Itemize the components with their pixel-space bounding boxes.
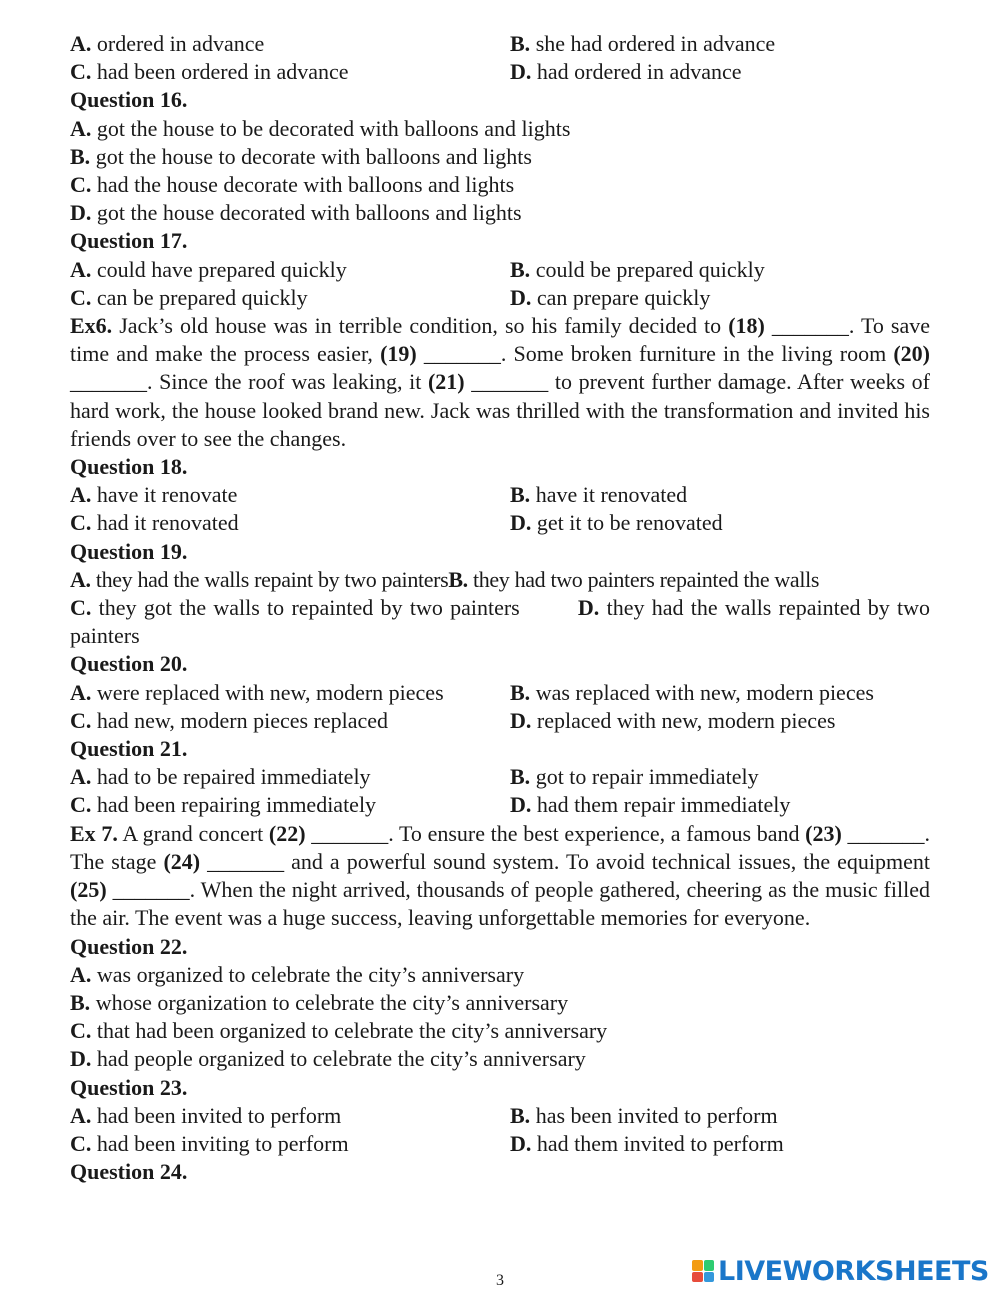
q16-option-b: B. got the house to decorate with balloons and lights bbox=[70, 143, 532, 169]
q21-option-c: C. had been repairing immediately bbox=[70, 792, 377, 818]
q20-title: Question 20. bbox=[70, 651, 188, 677]
q17-option-d: D. can prepare quickly bbox=[510, 284, 711, 310]
q19-row-cd bbox=[70, 594, 930, 650]
q18-title: Question 18. bbox=[70, 454, 188, 480]
ex6-passage: Ex6. Jack’s old house was in terrible condition, so his family decided to (18) _______. To save time and make the process easier, (19) _______. Some broken furniture in the living room (20) _______. Since the roof was leaking, it (21) _______ to prevent further damage. After weeks of hard work, the house looked brand new. Jack was thrilled with the transformation and invited his friends over to see the changes. bbox=[70, 313, 931, 451]
q21-option-b: B. got to repair immediately bbox=[510, 764, 759, 790]
q17-row-cd bbox=[70, 284, 930, 312]
q22-option-d: D. had people organized to celebrate the city’s anniversary bbox=[70, 1046, 586, 1072]
q16-option-a: A. got the house to be decorated with balloons and lights bbox=[70, 115, 571, 141]
q22-option-c: C. that had been organized to celebrate the city’s anniversary bbox=[70, 1018, 608, 1044]
q20-option-a: A. were replaced with new, modern pieces bbox=[70, 679, 444, 705]
ex7-passage: Ex 7. A grand concert (22) _______. To ensure the best experience, a famous band (23) _______. The stage (24) _______ and a powerful sound system. To avoid technical issues, the equipment (25) _______. When the night arrived, thousands of people gathered, cheering as the music filled the air. The event was a huge success, leaving unforgettable memories for everyone. bbox=[70, 820, 931, 931]
q23-option-d: D. had them invited to perform bbox=[510, 1130, 784, 1156]
q19-row-ab bbox=[70, 566, 930, 594]
q23-option-b: B. has been invited to perform bbox=[510, 1102, 778, 1128]
worksheet-page bbox=[70, 30, 930, 1186]
q19-option-b: B. they had two painters repainted the walls bbox=[448, 566, 820, 592]
q20-row-cd bbox=[70, 707, 930, 735]
q21-row-ab bbox=[70, 763, 930, 791]
q18-row-cd bbox=[70, 509, 930, 537]
q15-row-cd bbox=[70, 58, 930, 86]
q18-option-c: C. had it renovated bbox=[70, 510, 239, 536]
q19-option-a: A. they had the walls repaint by two painters bbox=[70, 566, 449, 592]
q22-option-a: A. was organized to celebrate the city’s anniversary bbox=[70, 961, 525, 987]
q16-option-c: C. had the house decorate with balloons and lights bbox=[70, 172, 515, 198]
q15-option-d: D. had ordered in advance bbox=[510, 59, 742, 85]
q23-option-c: C. had been inviting to perform bbox=[70, 1130, 349, 1156]
q23-option-a: A. had been invited to perform bbox=[70, 1102, 342, 1128]
q17-option-c: C. can be prepared quickly bbox=[70, 284, 308, 310]
logo-text: LIVEWORKSHEETS bbox=[718, 1255, 989, 1287]
q16-option-d: D. got the house decorated with balloons and lights bbox=[70, 200, 522, 226]
page-number: 3 bbox=[496, 1272, 504, 1289]
q23-row-cd bbox=[70, 1130, 930, 1158]
q20-option-b: B. was replaced with new, modern pieces bbox=[510, 679, 874, 705]
logo-square-orange bbox=[692, 1260, 703, 1271]
q18-option-b: B. have it renovated bbox=[510, 482, 688, 508]
q21-option-d: D. had them repair immediately bbox=[510, 792, 791, 818]
q18-row-ab bbox=[70, 481, 930, 509]
q17-option-a: A. could have prepared quickly bbox=[70, 256, 347, 282]
q19-option-d: D. they had the walls repainted by two painters bbox=[70, 595, 931, 649]
q20-option-d: D. replaced with new, modern pieces bbox=[510, 707, 836, 733]
q18-option-d: D. get it to be renovated bbox=[510, 510, 723, 536]
q21-row-cd bbox=[70, 791, 930, 819]
q19-options bbox=[70, 566, 930, 651]
q16-title: Question 16. bbox=[70, 87, 188, 113]
q23-row-ab bbox=[70, 1102, 930, 1130]
q17-option-b: B. could be prepared quickly bbox=[510, 256, 765, 282]
q15-option-c: C. had been ordered in advance bbox=[70, 59, 349, 85]
q18-option-a: A. have it renovate bbox=[70, 482, 238, 508]
q24-title: Question 24. bbox=[70, 1159, 188, 1185]
q15-row-ab bbox=[70, 30, 930, 58]
q20-option-c: C. had new, modern pieces replaced bbox=[70, 707, 389, 733]
q19-option-c: C. they got the walls to repainted by two painters bbox=[70, 595, 520, 621]
q22-option-b: B. whose organization to celebrate the city’s anniversary bbox=[70, 989, 569, 1015]
q22-title: Question 22. bbox=[70, 933, 188, 959]
q15-option-a: A. ordered in advance bbox=[70, 31, 265, 56]
q19-title: Question 19. bbox=[70, 538, 188, 564]
q23-title: Question 23. bbox=[70, 1074, 188, 1100]
q21-title: Question 21. bbox=[70, 736, 188, 762]
logo-square-green bbox=[704, 1260, 715, 1271]
q17-title: Question 17. bbox=[70, 228, 188, 254]
q21-option-a: A. had to be repaired immediately bbox=[70, 764, 371, 790]
q17-row-ab bbox=[70, 256, 930, 284]
q15-option-b: B. she had ordered in advance bbox=[510, 31, 776, 56]
q20-row-ab bbox=[70, 679, 930, 707]
